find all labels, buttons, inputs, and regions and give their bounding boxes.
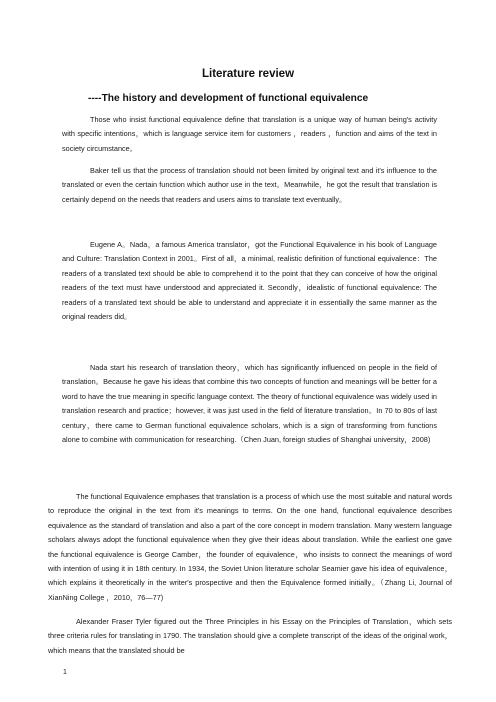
paragraph-6: Alexander Fraser Tyler figured out the Three Principles in his Essay on the Principles of Translation，which sets three criteria rules for translating in 1790. The translation should give a complete transcript of the ideas of the original work，which means that the translated should be — [48, 617, 452, 655]
paragraph-4: Nada start his research of translation theory，which has significantly influenced on people in the field of translation。Because he gave his ideas that combine this two concepts of function and meanings will be better for a word to have the true meaning in specific language context. The theory of functional equivalence was widely used in translation research and practice；however, it was just used in the field of literature translation。In 70 to 80s of last century，there came to German functional equivalence scholars, which is a sign of transforming from functions alone to combine with communication for researching.（Chen Juan, foreign studies of Shanghai university，2008) — [62, 363, 437, 445]
document-subtitle: ----The history and development of functional equivalence — [88, 93, 369, 104]
paragraph-5: The functional Equivalence emphases that translation is a process of which use the most suitable and natural words to reproduce the original in the text from it's meanings to terms. On the one hand, functional equivalence describes equivalence as the standard of translation and also a part of the core concept in modern translation. Many western language scholars always adopt the functional equivalence when they give their ideas about translation. While the earliest one gave the functional equivalence is George Camber，the founder of equivalence，who insists to connect the meanings of word with intention of using it in 18th century. In 1934, the Soviet Union literature scholar Seamier gave his idea of equivalence，which explains it theoretically in the writer's prospective and then the Equivalence formed initially。（Zhang Li, Journal of XianNing College ，2010，76—77) — [48, 492, 452, 602]
page-number: 1 — [63, 669, 67, 676]
paragraph-1: Those who insist functional equivalence define that translation is a unique way of human being's activity with specific intentions，which is language service item for customers ，readers ，function and aims of the text in society circumstance。 — [62, 115, 437, 153]
document-title: Literature review — [201, 68, 295, 80]
paragraph-3: Eugene A。Nada，a famous America translator，got the Functional Equivalence in his book of Language and Culture: Translation Context in 2001。First of all，a minimal, realistic definition of functional equivalence：The readers of a translated text should be able to comprehend it to the point that they can conceive of how the original readers of the text must have understood and appreciated it. Secondly，idealistic of functional equivalence: The readers of a translated text should be able to understand and appreciate it in essentially the same manner as the original readers did。 — [62, 240, 437, 322]
paragraph-2: Baker tell us that the process of translation should not been limited by original text and it's influence to the translated or even the certain function which author use in the text。Meanwhile，he got the result that translation is certainly depend on the needs that readers and users aims to translate text eventually。 — [62, 166, 437, 204]
